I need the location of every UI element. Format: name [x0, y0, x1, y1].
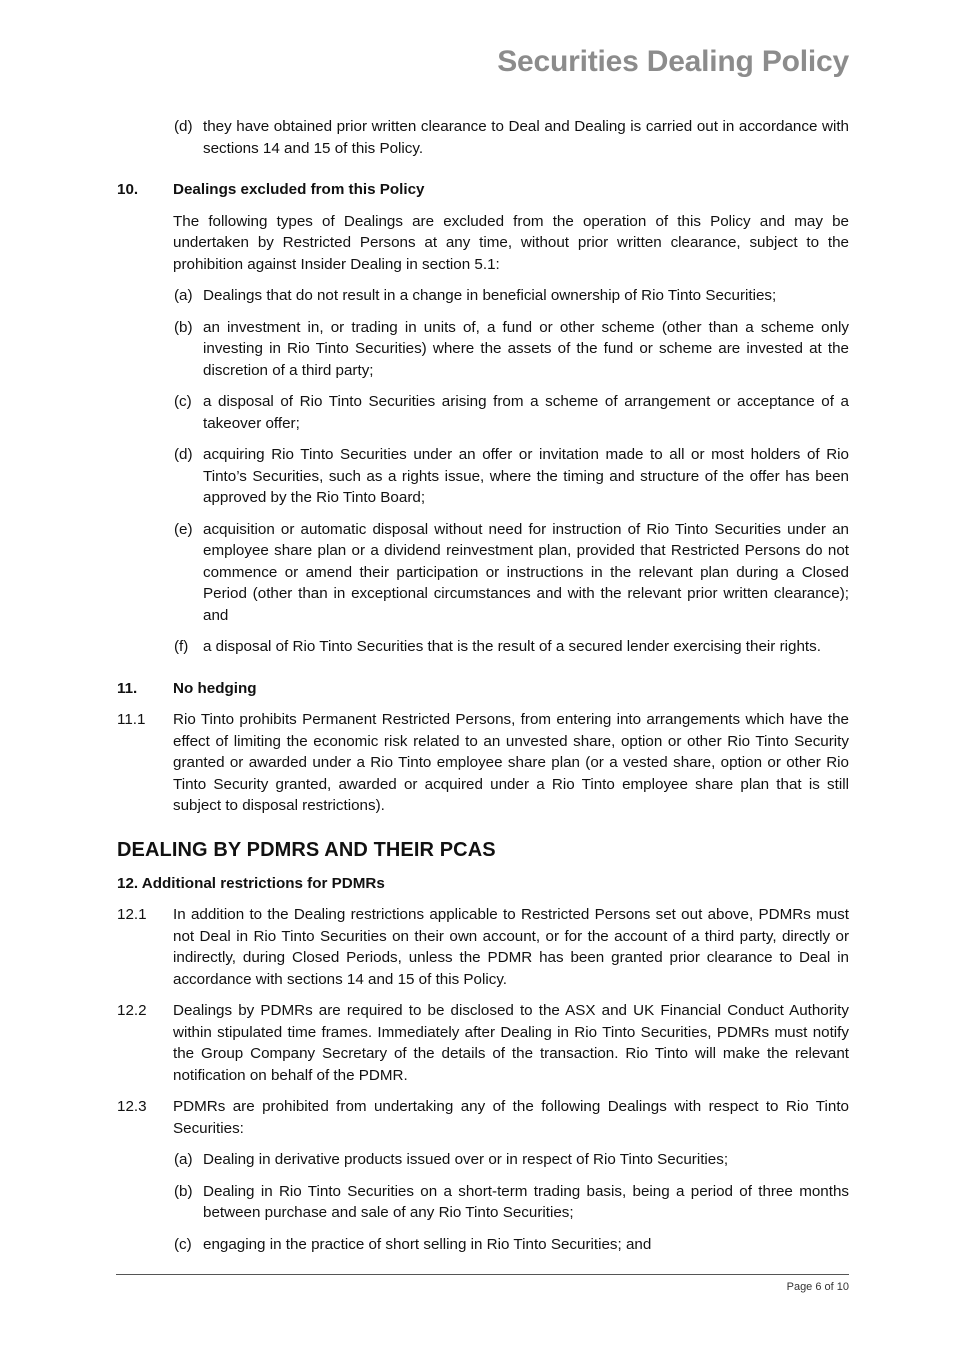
- list-item-text: a disposal of Rio Tinto Securities arising from a scheme of arrangement or acceptance of a takeover offer;: [203, 393, 849, 432]
- list-item-label: (b): [174, 1182, 193, 1200]
- list-item: [117, 1234, 849, 1256]
- list-item-text: Dealing in Rio Tinto Securities on a short-term trading basis, being a period of three months between purchase and sale of any Rio Tinto Securities;: [203, 1182, 849, 1221]
- clause-12-1: [117, 904, 849, 990]
- clause-number: 11.1: [117, 711, 146, 728]
- clause-text: Dealings by PDMRs are required to be disclosed to the ASX and UK Financial Conduct Authority within stipulated time frames. Immediately after Dealing in Rio Tinto Securities, PDMRs must notify the Group Company Secretary of the details of the transaction. Rio Tinto will make the relevant notification on behalf of the PDMR.: [173, 1002, 849, 1084]
- section-11-heading: [117, 678, 849, 700]
- section-title: Dealings excluded from this Policy: [173, 181, 425, 198]
- list-item-label: (e): [174, 520, 193, 538]
- clause-text: In addition to the Dealing restrictions applicable to Restricted Persons set out above, PDMRs must not Deal in Rio Tinto Securities on their own account, or for the account of a third party, directly or indirectly, during Closed Periods, unless the PDMR has been granted prior clearance to Deal in accordance with sections 14 and 15 of this Policy.: [173, 906, 849, 988]
- clause-text: PDMRs are prohibited from undertaking any of the following Dealings with respect to Rio Tinto Securities:: [173, 1098, 849, 1137]
- list-item-label: (c): [174, 1235, 192, 1253]
- page-number: Page 6 of 10: [786, 1281, 849, 1293]
- section-10-heading: [117, 179, 849, 201]
- clause-number: 12.2: [117, 1002, 147, 1019]
- list-item-label: (f): [174, 638, 189, 655]
- list-item-label: (a): [174, 1151, 193, 1168]
- list-item-label: (d): [174, 118, 193, 135]
- clause-12-3: [117, 1096, 849, 1139]
- list-item: [117, 519, 849, 627]
- list-item: [117, 1181, 849, 1224]
- clause-number: 12.3: [117, 1098, 147, 1115]
- list-item-text: they have obtained prior written clearance to Deal and Dealing is carried out in accordance with sections 14 and 15 of this Policy.: [203, 118, 849, 157]
- list-item-text: acquiring Rio Tinto Securities under an offer or invitation made to all or most holders of Rio Tinto’s Securities, such as a rights issue, where the timing and structure of the offer has been approved by the Rio Tinto Board;: [203, 446, 849, 506]
- list-item-text: Dealing in derivative products issued over or in respect of Rio Tinto Securities;: [203, 1151, 729, 1168]
- list-item-label: (b): [174, 318, 193, 336]
- clause-12-2: [117, 1000, 849, 1086]
- section-10-intro: The following types of Dealings are excluded from the operation of this Policy and may be undertaken by Restricted Persons at any time, without prior written clearance, subject to the prohibition against Insider Dealing in section 5.1:: [173, 212, 849, 273]
- clause-number: 12.1: [117, 906, 147, 923]
- section-12-heading: 12. Additional restrictions for PDMRs: [117, 874, 385, 892]
- list-item: [117, 444, 849, 509]
- clause-text: Rio Tinto prohibits Permanent Restricted Persons, from entering into arrangements which have the effect of limiting the economic risk related to an unvested share, option or other Rio Tinto Security granted or awarded under a Rio Tinto employee share plan (or a vested share, option or other Rio Tinto Security granted, awarded or acquired under a Rio Tinto employee share plan that is still subject to disposal restrictions).: [173, 711, 849, 814]
- list-item-text: engaging in the practice of short selling in Rio Tinto Securities; and: [203, 1235, 652, 1253]
- section-number: 11.: [117, 679, 138, 697]
- list-item: [117, 116, 849, 159]
- list-item-label: (d): [174, 446, 193, 463]
- list-item: [117, 1149, 849, 1171]
- document-title: Securities Dealing Policy: [497, 45, 849, 78]
- list-item-text: Dealings that do not result in a change in beneficial ownership of Rio Tinto Securities;: [203, 287, 777, 304]
- clause-11-1: [117, 709, 849, 817]
- list-item: [117, 636, 849, 658]
- section-number: 10.: [117, 181, 139, 198]
- part-heading: DEALING BY PDMRS AND THEIR PCAS: [117, 838, 496, 861]
- list-item-label: (a): [174, 287, 193, 304]
- list-item-text: an investment in, or trading in units of, a fund or other scheme (other than a scheme only investing in Rio Tinto Securities) where the assets of the fund or scheme are invested at the discretion of a third party;: [203, 318, 849, 379]
- section-title: No hedging: [173, 679, 257, 697]
- list-item: [117, 317, 849, 382]
- list-item-text: a disposal of Rio Tinto Securities that is the result of a secured lender exercising their rights.: [203, 638, 821, 655]
- list-item: [117, 391, 849, 434]
- document-body: [117, 116, 849, 1265]
- list-item-label: (c): [174, 393, 192, 410]
- list-item-text: acquisition or automatic disposal without need for instruction of Rio Tinto Securities under an employee share plan or a dividend reinvestment plan, provided that Restricted Persons do not commence or amend their participation or instructions in the relevant plan during a Closed Period (other than in exceptional circumstances and with the relevant prior written clearance); and: [203, 520, 849, 624]
- footer-divider: [116, 1274, 849, 1275]
- list-item: [117, 285, 849, 307]
